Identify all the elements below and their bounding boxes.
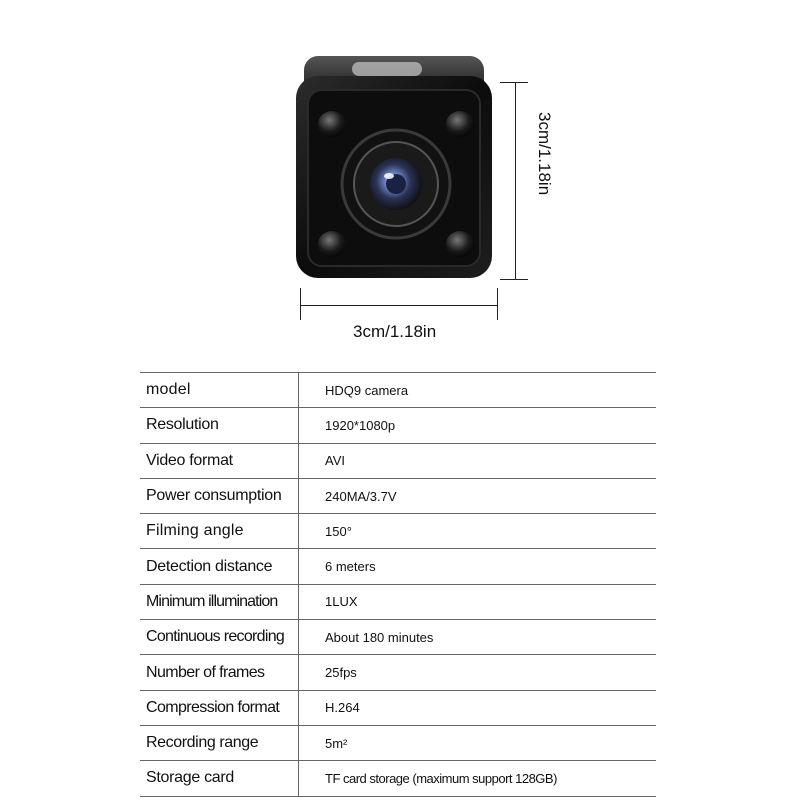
height-dimension-label: 3cm/1.18in	[535, 112, 554, 196]
width-dimension-line	[300, 305, 498, 306]
spec-value: About 180 minutes	[325, 629, 434, 645]
spec-row-compression-format	[140, 691, 656, 726]
spec-value: 25fps	[325, 665, 357, 681]
spec-row-power-consumption	[140, 479, 656, 514]
spec-row-number-of-frames	[140, 655, 656, 690]
spec-value: 1920*1080p	[325, 417, 396, 433]
spec-value: TF card storage (maximum support 128GB)	[325, 770, 557, 786]
spec-value: 5m²	[325, 735, 348, 751]
spec-row-video-format	[140, 444, 656, 479]
spec-row-resolution	[140, 408, 656, 443]
spec-table	[140, 372, 656, 797]
spec-value: HDQ9 camera	[325, 382, 409, 398]
width-dimension-label: 3cm/1.18in	[353, 322, 437, 341]
width-dimension-tick-right	[497, 288, 498, 320]
spec-value: 6 meters	[325, 559, 376, 575]
spec-name: Filming angle	[146, 522, 244, 540]
spec-value: AVI	[325, 453, 345, 469]
spec-name: Minimum illumination	[146, 592, 278, 610]
height-dimension-line	[515, 82, 516, 279]
spec-row-model	[140, 372, 656, 408]
spec-name: Number of frames	[146, 663, 265, 681]
spec-row-minimum-illumination	[140, 585, 656, 620]
spec-name: Recording range	[146, 734, 259, 752]
spec-row-filming-angle	[140, 514, 656, 549]
spec-row-continuous-recording	[140, 620, 656, 655]
spec-name: Power consumption	[146, 487, 282, 505]
width-dimension-tick-left	[300, 288, 301, 320]
spec-row-storage-card	[140, 761, 656, 796]
spec-row-detection-distance	[140, 549, 656, 584]
spec-value: H.264	[325, 700, 360, 716]
spec-value: 150°	[325, 523, 352, 539]
camera-image	[292, 54, 496, 280]
spec-name: Continuous recording	[146, 628, 285, 646]
spec-row-recording-range	[140, 726, 656, 761]
spec-name: Compression format	[146, 698, 280, 716]
height-dimension-tick-top	[500, 82, 528, 83]
spec-name: Resolution	[146, 416, 219, 434]
spec-name: Video format	[146, 451, 233, 469]
spec-value: 240MA/3.7V	[325, 488, 397, 504]
spec-value: 1LUX	[325, 594, 358, 610]
spec-name: Detection distance	[146, 557, 273, 575]
spec-name: Storage card	[146, 769, 235, 787]
spec-name: model	[146, 381, 191, 399]
height-dimension-tick-bottom	[500, 279, 528, 280]
